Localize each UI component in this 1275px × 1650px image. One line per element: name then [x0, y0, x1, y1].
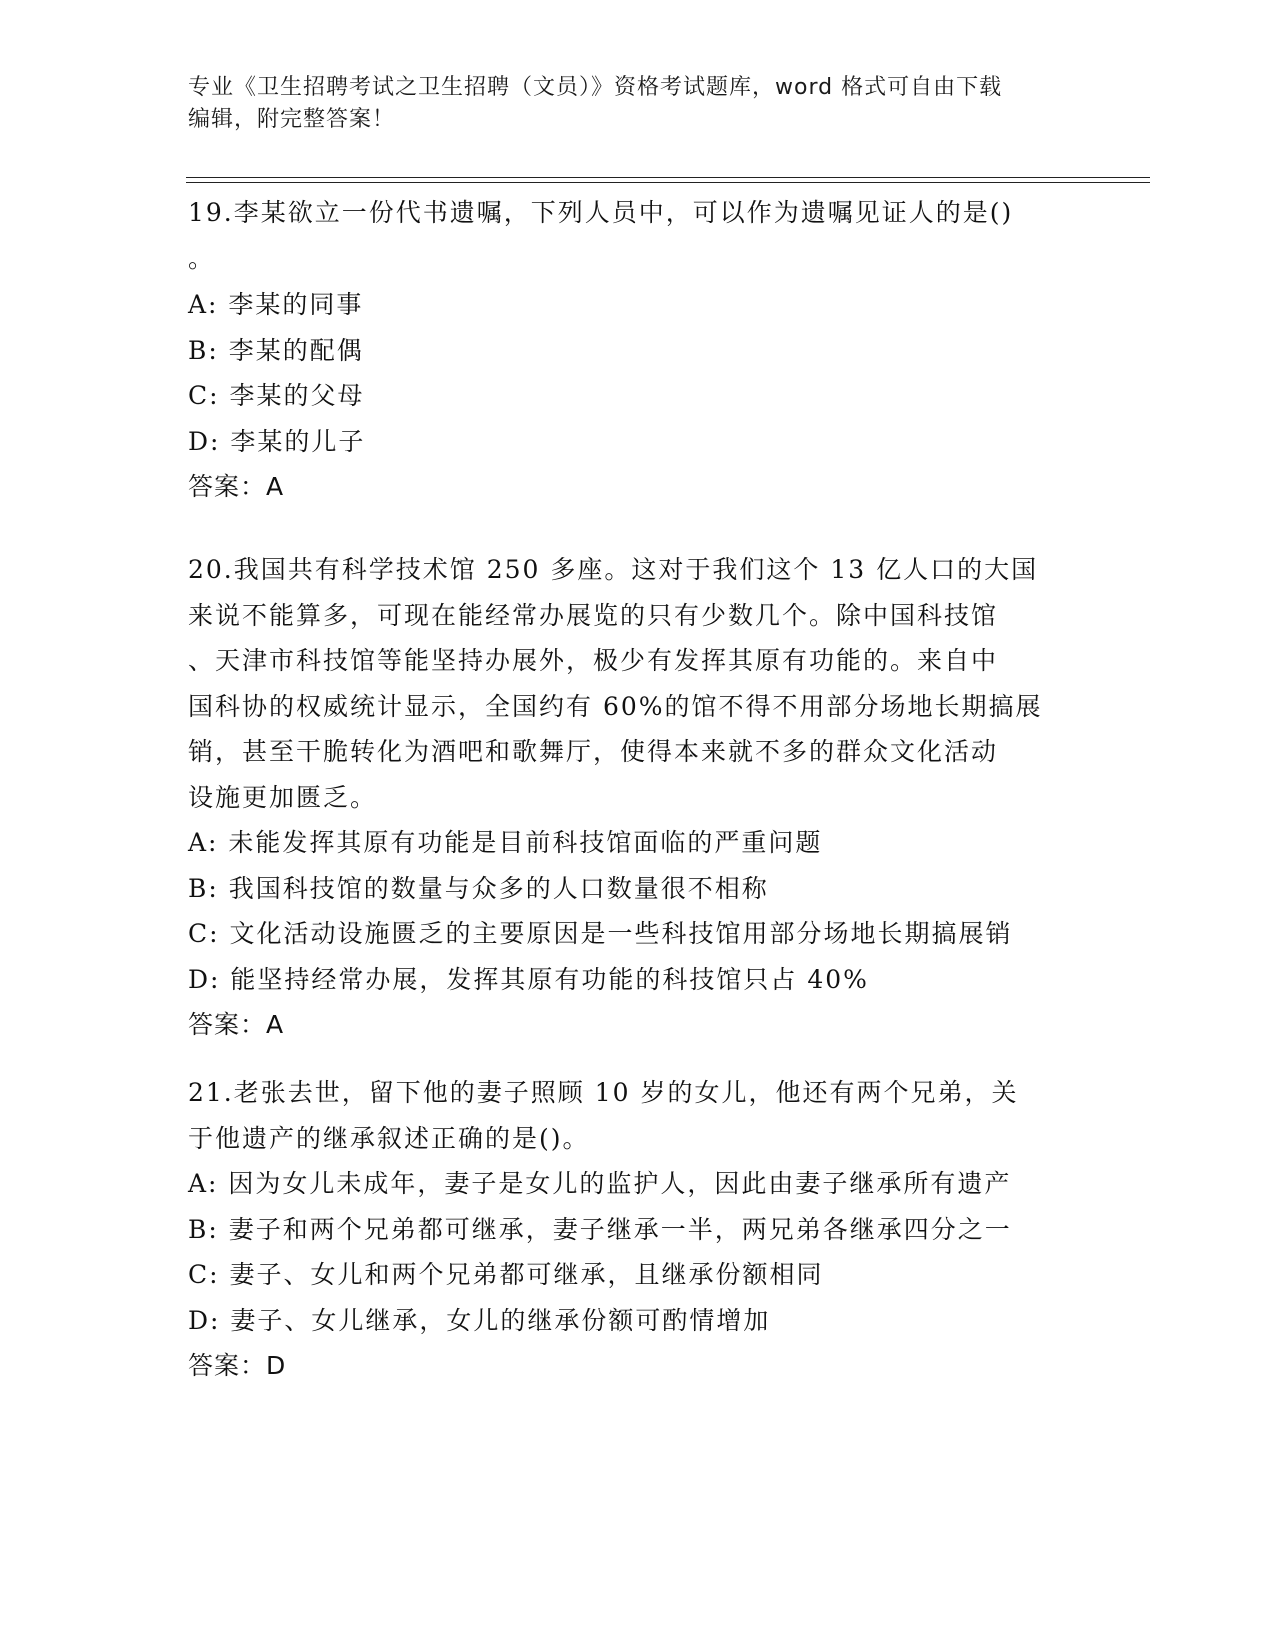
question-stem-line: 来说不能算多，可现在能经常办展览的只有少数几个。除中国科技馆 — [188, 600, 999, 630]
header-line-1: 专业《卫生招聘考试之卫生招聘（文员）》资格考试题库，word 格式可自由下载 — [188, 75, 1003, 100]
answer-label: 答案：D — [188, 1351, 287, 1380]
header-line-2: 编辑，附完整答案！ — [188, 107, 396, 132]
document-header — [188, 72, 1088, 136]
question-19 — [188, 190, 1088, 510]
option-c: C: 妻子、女儿和两个兄弟都可继承，且继承份额相同 — [188, 1260, 824, 1289]
option-a: A: 李某的同事 — [188, 290, 364, 319]
question-stem-line: 设施更加匮乏。 — [188, 782, 378, 812]
option-d: D: 李某的儿子 — [188, 426, 366, 456]
question-stem-line: 。 — [188, 244, 216, 273]
question-stem-line: 20.我国共有科学技术馆 250 多座。这对于我们这个 13 亿人口的大国 — [188, 555, 1039, 584]
option-a: A: 未能发挥其原有功能是目前科技馆面临的严重问题 — [188, 828, 823, 857]
option-a: A: 因为女儿未成年，妻子是女儿的监护人，因此由妻子继承所有遗产 — [188, 1169, 1012, 1198]
option-b: B: 妻子和两个兄弟都可继承，妻子继承一半，两兄弟各继承四分之一 — [188, 1214, 1012, 1244]
question-stem-line: 于他遗产的继承叙述正确的是()。 — [188, 1123, 590, 1153]
answer-label: 答案：A — [188, 472, 285, 501]
question-stem-line: 19.李某欲立一份代书遗嘱，下列人员中，可以作为遗嘱见证人的是() — [188, 198, 1014, 227]
question-20 — [188, 547, 1088, 1048]
question-stem-line: 国科协的权威统计显示，全国约有 60%的馆不得不用部分场地长期搞展 — [188, 691, 1043, 721]
option-d: D: 能坚持经常办展，发挥其原有功能的科技馆只占 40% — [188, 964, 869, 994]
option-c: C: 李某的父母 — [188, 381, 365, 410]
answer-label: 答案：A — [188, 1010, 285, 1039]
option-d: D: 妻子、女儿继承，女儿的继承份额可酌情增加 — [188, 1305, 771, 1335]
option-b: B: 李某的配偶 — [188, 335, 364, 365]
header-divider — [186, 177, 1150, 183]
question-stem-line: 销，甚至干脆转化为酒吧和歌舞厅，使得本来就不多的群众文化活动 — [188, 737, 999, 766]
option-c: C: 文化活动设施匮乏的主要原因是一些科技馆用部分场地长期搞展销 — [188, 919, 1013, 948]
question-stem-line: 21.老张去世，留下他的妻子照顾 10 岁的女儿，他还有两个兄弟，关 — [188, 1078, 1019, 1107]
option-b: B: 我国科技馆的数量与众多的人口数量很不相称 — [188, 873, 769, 903]
question-stem-line: 、天津市科技馆等能坚持办展外，极少有发挥其原有功能的。来自中 — [188, 646, 999, 675]
question-21 — [188, 1070, 1088, 1389]
